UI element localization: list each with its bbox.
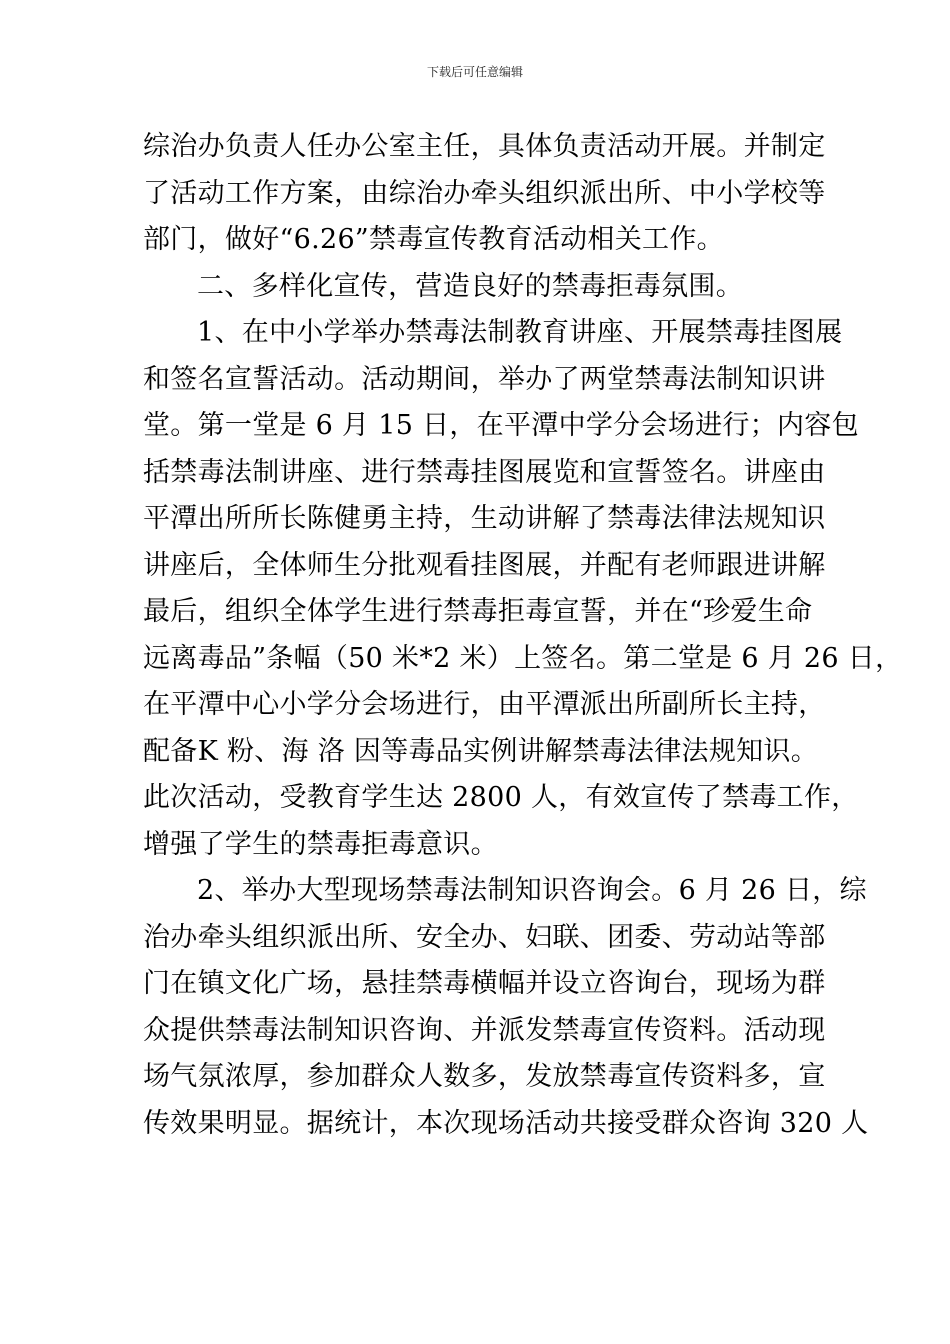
text-line-17: 2、举办大型现场禁毒法制知识咨询会。6 月 26 日，综 — [197, 875, 867, 906]
text-line-14: 配备K 粉、海 洛 因等毒品实例讲解禁毒法律法规知识。 — [143, 735, 819, 767]
text-line-11: 最后，组织全体学生进行禁毒拒毒宣誓，并在“珍爱生命 — [143, 596, 813, 627]
text-line-9: 平潭出所所长陈健勇主持，生动讲解了禁毒法律法规知识 — [143, 503, 826, 534]
text-line-22: 传效果明显。据统计，本次现场活动共接受群众咨询 320 人 — [143, 1107, 869, 1139]
text-line-18: 治办牵头组织派出所、安全办、妇联、团委、劳动站等部 — [143, 921, 826, 953]
text-line-8: 括禁毒法制讲座、进行禁毒挂图展览和宣誓签名。讲座由 — [143, 456, 826, 488]
text-line-10: 讲座后，全体师生分批观看挂图展，并配有老师跟进讲解 — [143, 549, 826, 581]
text-line-12: 远离毒品”条幅（50 米*2 米）上签名。第二堂是 6 月 26 日， — [143, 642, 903, 674]
text-line-3: 部门，做好“6.26”禁毒宣传教育活动相关工作。 — [143, 224, 724, 255]
text-line-2: 了活动工作方案，由综治办牵头组织派出所、中小学校等 — [143, 177, 826, 209]
text-line-6: 和签名宣誓活动。活动期间，举办了两堂禁毒法制知识讲 — [143, 363, 826, 395]
text-line-5: 1、在中小学举办禁毒法制教育讲座、开展禁毒挂图展 — [197, 317, 843, 348]
page-header: 下载后可任意编辑 — [426, 65, 523, 79]
text-line-1: 综治办负责人任办公室主任，具体负责活动开展。并制定 — [143, 131, 826, 162]
text-line-20: 众提供禁毒法制知识咨询、并派发禁毒宣传资料。活动现 — [143, 1014, 826, 1046]
text-line-13: 在平潭中心小学分会场进行，由平潭派出所副所长主持， — [143, 689, 826, 720]
text-line-15: 此次活动，受教育学生达 2800 人，有效宣传了禁毒工作， — [143, 782, 859, 813]
text-line-7: 堂。第一堂是 6 月 15 日，在平潭中学分会场进行；内容包 — [143, 410, 859, 441]
text-line-16: 增强了学生的禁毒拒毒意识。 — [143, 828, 498, 860]
text-line-21: 场气氛浓厚，参加群众人数多，发放禁毒宣传资料多，宣 — [143, 1061, 826, 1092]
document-body — [143, 124, 903, 1147]
section-heading: 二、多样化宣传，营造良好的禁毒拒毒氛围。 — [197, 270, 743, 302]
text-line-19: 门在镇文化广场，悬挂禁毒横幅并设立咨询台，现场为群 — [143, 968, 826, 999]
